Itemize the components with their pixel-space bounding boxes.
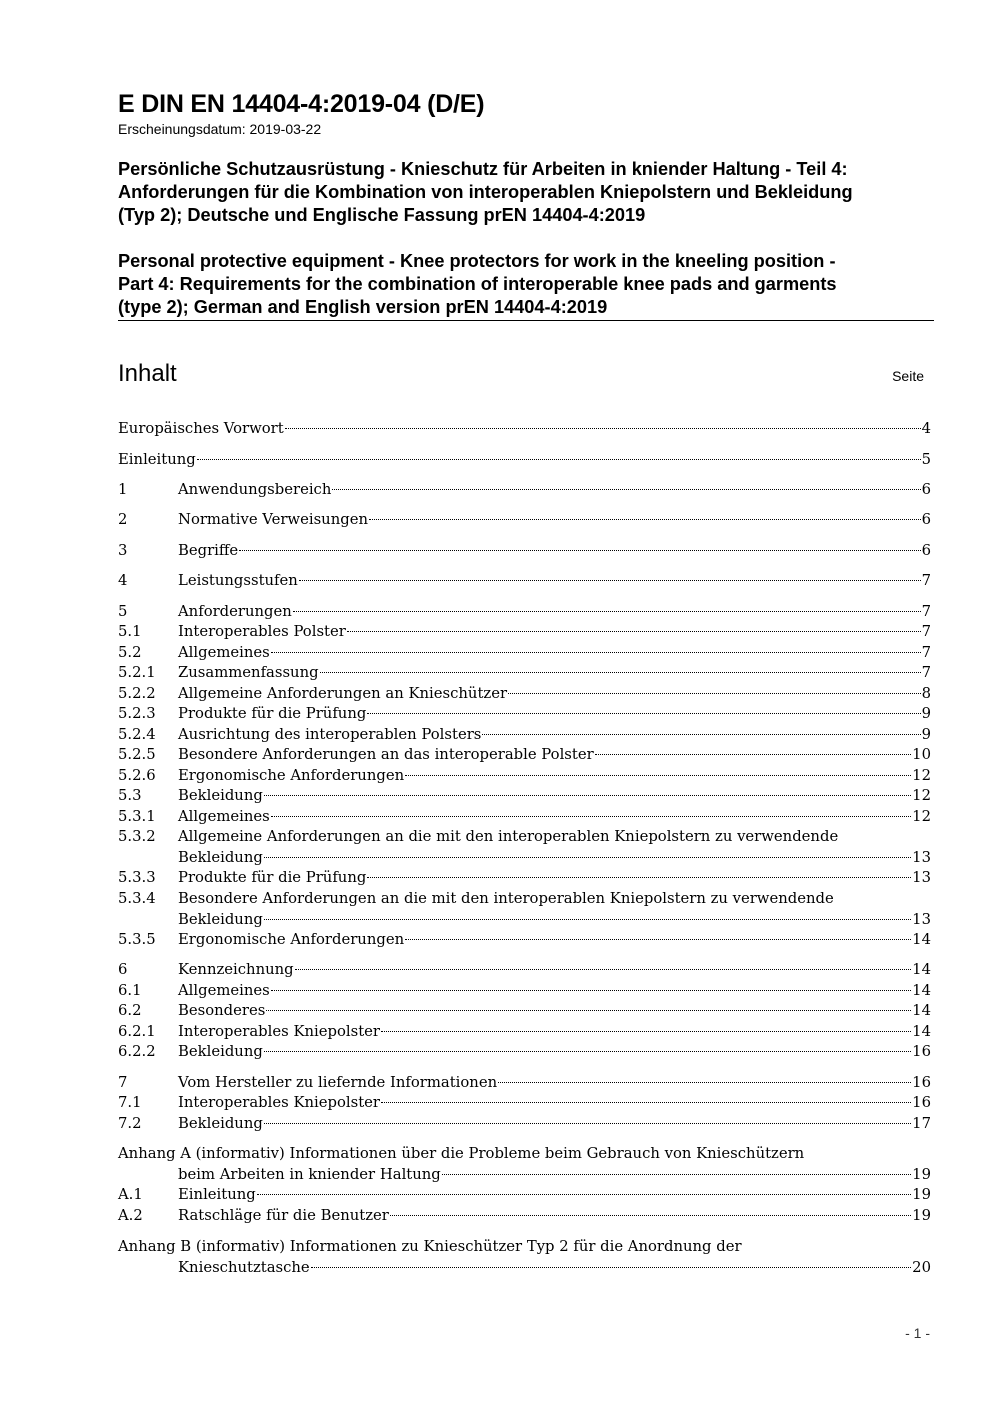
toc-entry-page: 14 bbox=[912, 1023, 931, 1040]
toc-leader-dots bbox=[311, 1267, 911, 1268]
toc-entry[interactable] bbox=[118, 643, 931, 664]
toc-leader-dots bbox=[285, 428, 921, 429]
toc-leader-dots bbox=[320, 672, 921, 673]
toc-entry-page: 8 bbox=[921, 685, 931, 702]
toc-leader-dots bbox=[405, 939, 911, 940]
toc-entry-title: Produkte für die Prüfung bbox=[178, 705, 367, 722]
toc-leader-dots bbox=[264, 795, 911, 796]
toc-leader-dots bbox=[390, 1215, 911, 1216]
toc-entry-page: 6 bbox=[921, 542, 931, 559]
toc-entry-number: 3 bbox=[118, 542, 128, 559]
toc-entry[interactable] bbox=[118, 704, 931, 725]
toc-entry-title: Ratschläge für die Benutzer bbox=[178, 1207, 389, 1224]
toc-entry-number: 6 bbox=[118, 961, 128, 978]
toc-entry[interactable] bbox=[118, 868, 931, 889]
publication-date: Erscheinungsdatum: 2019-03-22 bbox=[118, 121, 322, 137]
german-title-line: Anforderungen für die Kombination von interoperablen Kniepolstern und Bekleidung bbox=[118, 182, 853, 202]
toc-entry-page: 7 bbox=[921, 664, 931, 681]
german-title-line: (Typ 2); Deutsche und Englische Fassung prEN 14404-4:2019 bbox=[118, 205, 646, 225]
toc-entry-title: Ausrichtung des interoperablen Polsters bbox=[178, 726, 482, 743]
toc-entry-number: 5.3 bbox=[118, 787, 142, 804]
toc-entry-number: 5.3.1 bbox=[118, 808, 156, 825]
toc-entry-title: Einleitung bbox=[118, 451, 196, 468]
toc-entry-number: 6.2.2 bbox=[118, 1043, 156, 1060]
english-title-line: (type 2); German and English version prEN 14404-4:2019 bbox=[118, 297, 608, 317]
toc-entry-number: 6.2 bbox=[118, 1002, 142, 1019]
toc-entry-title-continued: Knieschutztasche bbox=[178, 1258, 310, 1276]
toc-entry-page: 10 bbox=[912, 746, 931, 763]
toc-entry[interactable] bbox=[118, 930, 931, 951]
toc-entry-title: Besondere Anforderungen an das interoperable Polster bbox=[178, 746, 594, 763]
english-title bbox=[118, 250, 933, 319]
toc-entry-title: Anwendungsbereich bbox=[178, 481, 332, 498]
toc-entry-page: 12 bbox=[912, 787, 931, 804]
toc-entry[interactable] bbox=[118, 1237, 931, 1278]
toc-entry-number: 6.1 bbox=[118, 982, 142, 999]
toc-entry-page: 13 bbox=[912, 910, 931, 928]
toc-entry-title: Interoperables Polster bbox=[178, 623, 346, 640]
toc-entry-title: Allgemeine Anforderungen an Knieschützer bbox=[178, 685, 508, 702]
toc-page-label: Seite bbox=[892, 368, 924, 384]
toc-entry-page: 7 bbox=[921, 644, 931, 661]
english-title-line: Personal protective equipment - Knee protectors for work in the kneeling position - bbox=[118, 251, 836, 271]
toc-entry-page: 17 bbox=[912, 1115, 931, 1132]
title-divider bbox=[118, 320, 934, 321]
toc-entry-title: Besondere Anforderungen an die mit den interoperablen Kniepolstern zu verwendende bbox=[178, 890, 834, 907]
toc-entry-title-continued: beim Arbeiten in kniender Haltung bbox=[178, 1165, 441, 1183]
toc-entry-number: 5.3.3 bbox=[118, 869, 156, 886]
toc-entry-number: 7.2 bbox=[118, 1115, 142, 1132]
toc-entry-page: 19 bbox=[912, 1165, 931, 1183]
toc-entry-number: 5.3.4 bbox=[118, 890, 156, 907]
toc-entry-title: Interoperables Kniepolster bbox=[178, 1094, 380, 1111]
toc-leader-dots bbox=[367, 877, 911, 878]
toc-entry-page: 12 bbox=[912, 767, 931, 784]
toc-entry[interactable] bbox=[118, 480, 931, 501]
toc-leader-dots bbox=[264, 1051, 911, 1052]
toc-entry-number: 4 bbox=[118, 572, 128, 589]
toc-entry[interactable] bbox=[118, 1042, 931, 1063]
toc-entry-title: Produkte für die Prüfung bbox=[178, 869, 367, 886]
toc-entry-number: 5.2.2 bbox=[118, 685, 156, 702]
toc-entry[interactable] bbox=[118, 510, 931, 531]
toc-entry-number: 7 bbox=[118, 1074, 128, 1091]
toc-entry-title: Zusammenfassung bbox=[178, 664, 319, 681]
toc-entry-page: 14 bbox=[912, 961, 931, 978]
toc-entry-page: 6 bbox=[921, 511, 931, 528]
toc-entry-number: 2 bbox=[118, 511, 128, 528]
toc-entry-page: 14 bbox=[912, 931, 931, 948]
toc-entry-page: 7 bbox=[921, 572, 931, 589]
toc-entry-page: 14 bbox=[912, 982, 931, 999]
english-title-line: Part 4: Requirements for the combination of interoperable knee pads and garments bbox=[118, 274, 837, 294]
page-number: - 1 - bbox=[905, 1325, 930, 1341]
toc-entry-number: 5.1 bbox=[118, 623, 142, 640]
toc-entry[interactable] bbox=[118, 571, 931, 592]
toc-entry-number: 5 bbox=[118, 603, 128, 620]
toc-entry-page: 5 bbox=[921, 451, 931, 468]
toc-leader-dots bbox=[257, 1194, 911, 1195]
toc-entry[interactable] bbox=[118, 745, 931, 766]
toc-leader-dots bbox=[293, 611, 921, 612]
toc-entry[interactable] bbox=[118, 450, 931, 471]
toc-leader-dots bbox=[264, 919, 911, 920]
toc-entry-page: 16 bbox=[912, 1074, 931, 1091]
toc-entry-page: 13 bbox=[912, 869, 931, 886]
toc-entry[interactable] bbox=[118, 1001, 931, 1022]
toc-entry-title: Allgemeines bbox=[178, 808, 270, 825]
toc-entry-page: 13 bbox=[912, 848, 931, 866]
toc-leader-dots bbox=[264, 857, 911, 858]
toc-leader-dots bbox=[381, 1102, 911, 1103]
toc-entry[interactable] bbox=[118, 960, 931, 981]
toc-entry[interactable] bbox=[118, 419, 931, 440]
toc-entry-page: 7 bbox=[921, 623, 931, 640]
toc-entry[interactable] bbox=[118, 622, 931, 643]
toc-entry[interactable] bbox=[118, 807, 931, 828]
toc-leader-dots bbox=[442, 1174, 911, 1175]
toc-entry-number: 5.2.1 bbox=[118, 664, 156, 681]
toc-entry[interactable] bbox=[118, 1073, 931, 1094]
toc-entry-page: 9 bbox=[921, 726, 931, 743]
toc-entry-number: 5.2.6 bbox=[118, 767, 156, 784]
toc-entry-title: Anforderungen bbox=[178, 603, 292, 620]
toc-entry[interactable] bbox=[118, 725, 931, 746]
toc-entry-number: 6.2.1 bbox=[118, 1023, 156, 1040]
toc-entry-title: Kennzeichnung bbox=[178, 961, 294, 978]
toc-entry-title: Interoperables Kniepolster bbox=[178, 1023, 380, 1040]
toc-entry-title: Anhang B (informativ) Informationen zu Knieschützer Typ 2 für die Anordnung der bbox=[118, 1238, 742, 1255]
toc-entry-number: 7.1 bbox=[118, 1094, 142, 1111]
toc-leader-dots bbox=[239, 550, 920, 551]
toc-entry[interactable] bbox=[118, 786, 931, 807]
toc-entry[interactable] bbox=[118, 1093, 931, 1114]
toc-entry-page: 16 bbox=[912, 1094, 931, 1111]
toc-entry-page: 6 bbox=[921, 481, 931, 498]
toc-leader-dots bbox=[271, 652, 921, 653]
toc-entry[interactable] bbox=[118, 827, 931, 868]
toc-entry-page: 7 bbox=[921, 603, 931, 620]
toc-heading: Inhalt bbox=[118, 360, 177, 387]
toc-leader-dots bbox=[332, 489, 920, 490]
toc-entry-page: 4 bbox=[921, 420, 931, 437]
toc-entry[interactable] bbox=[118, 981, 931, 1002]
toc-entry[interactable] bbox=[118, 684, 931, 705]
toc-entry-title: Ergonomische Anforderungen bbox=[178, 767, 405, 784]
toc-entry-title: Europäisches Vorwort bbox=[118, 420, 284, 437]
toc-entry-title: Bekleidung bbox=[178, 787, 263, 804]
toc-leader-dots bbox=[295, 969, 912, 970]
toc-entry-title: Einleitung bbox=[178, 1186, 256, 1203]
toc-entry[interactable] bbox=[118, 663, 931, 684]
toc-entry-title: Ergonomische Anforderungen bbox=[178, 931, 405, 948]
toc-entry-page: 20 bbox=[912, 1258, 931, 1276]
toc-entry-page: 16 bbox=[912, 1043, 931, 1060]
toc-leader-dots bbox=[266, 1010, 911, 1011]
german-title-line: Persönliche Schutzausrüstung - Knieschutz für Arbeiten in kniender Haltung - Teil 4: bbox=[118, 159, 848, 179]
toc-leader-dots bbox=[299, 580, 921, 581]
toc-entry-number: 5.2 bbox=[118, 644, 142, 661]
toc-entry[interactable] bbox=[118, 602, 931, 623]
toc-entry-page: 19 bbox=[912, 1207, 931, 1224]
toc-entry-number: A.2 bbox=[118, 1207, 143, 1224]
document-title: E DIN EN 14404-4:2019-04 (D/E) bbox=[118, 90, 485, 118]
toc-entry-title-continued: Bekleidung bbox=[178, 910, 263, 928]
toc-leader-dots bbox=[367, 713, 920, 714]
toc-leader-dots bbox=[369, 519, 921, 520]
toc-leader-dots bbox=[405, 775, 911, 776]
toc-entry-page: 9 bbox=[921, 705, 931, 722]
toc-entry-number: 5.2.3 bbox=[118, 705, 156, 722]
toc-leader-dots bbox=[498, 1082, 911, 1083]
toc-leader-dots bbox=[482, 734, 920, 735]
toc-entry[interactable] bbox=[118, 1185, 931, 1206]
toc-entry-title: Normative Verweisungen bbox=[178, 511, 369, 528]
toc-entry-number: 5.3.5 bbox=[118, 931, 156, 948]
toc-entry-title: Begriffe bbox=[178, 542, 239, 559]
toc-leader-dots bbox=[271, 816, 911, 817]
toc-leader-dots bbox=[595, 754, 911, 755]
toc-entry-number: 5.3.2 bbox=[118, 828, 156, 845]
toc-entry-title: Vom Hersteller zu liefernde Informationen bbox=[178, 1074, 498, 1091]
toc-leader-dots bbox=[381, 1031, 911, 1032]
toc-entry-title: Allgemeine Anforderungen an die mit den interoperablen Kniepolstern zu verwendende bbox=[178, 828, 839, 845]
toc-entry[interactable] bbox=[118, 1022, 931, 1043]
toc-entry-title: Bekleidung bbox=[178, 1043, 263, 1060]
toc-entry-title: Leistungsstufen bbox=[178, 572, 298, 589]
toc-leader-dots bbox=[264, 1123, 911, 1124]
toc-entry-title-continued: Bekleidung bbox=[178, 848, 263, 866]
toc-leader-dots bbox=[347, 631, 921, 632]
toc-entry[interactable] bbox=[118, 889, 931, 930]
toc-entry-number: 1 bbox=[118, 481, 128, 498]
toc-entry-title: Anhang A (informativ) Informationen über die Probleme beim Gebrauch von Knieschützern bbox=[118, 1145, 805, 1162]
toc-entry-page: 14 bbox=[912, 1002, 931, 1019]
toc-entry-number: A.1 bbox=[118, 1186, 143, 1203]
toc-entry-number: 5.2.4 bbox=[118, 726, 156, 743]
toc-entry-title: Allgemeines bbox=[178, 982, 270, 999]
toc-entry[interactable] bbox=[118, 766, 931, 787]
toc-leader-dots bbox=[197, 459, 921, 460]
toc-entry[interactable] bbox=[118, 1114, 931, 1135]
german-title bbox=[118, 158, 933, 227]
toc-entry-number: 5.2.5 bbox=[118, 746, 156, 763]
toc-entry-title: Bekleidung bbox=[178, 1115, 263, 1132]
toc-entry-title: Besonderes bbox=[178, 1002, 266, 1019]
toc-leader-dots bbox=[271, 990, 911, 991]
toc-entry-page: 19 bbox=[912, 1186, 931, 1203]
toc-entry[interactable] bbox=[118, 1144, 931, 1185]
toc-entry[interactable] bbox=[118, 1206, 931, 1227]
toc-leader-dots bbox=[508, 693, 921, 694]
toc-entry-title: Allgemeines bbox=[178, 644, 270, 661]
toc-entry-page: 12 bbox=[912, 808, 931, 825]
toc-entry[interactable] bbox=[118, 541, 931, 562]
